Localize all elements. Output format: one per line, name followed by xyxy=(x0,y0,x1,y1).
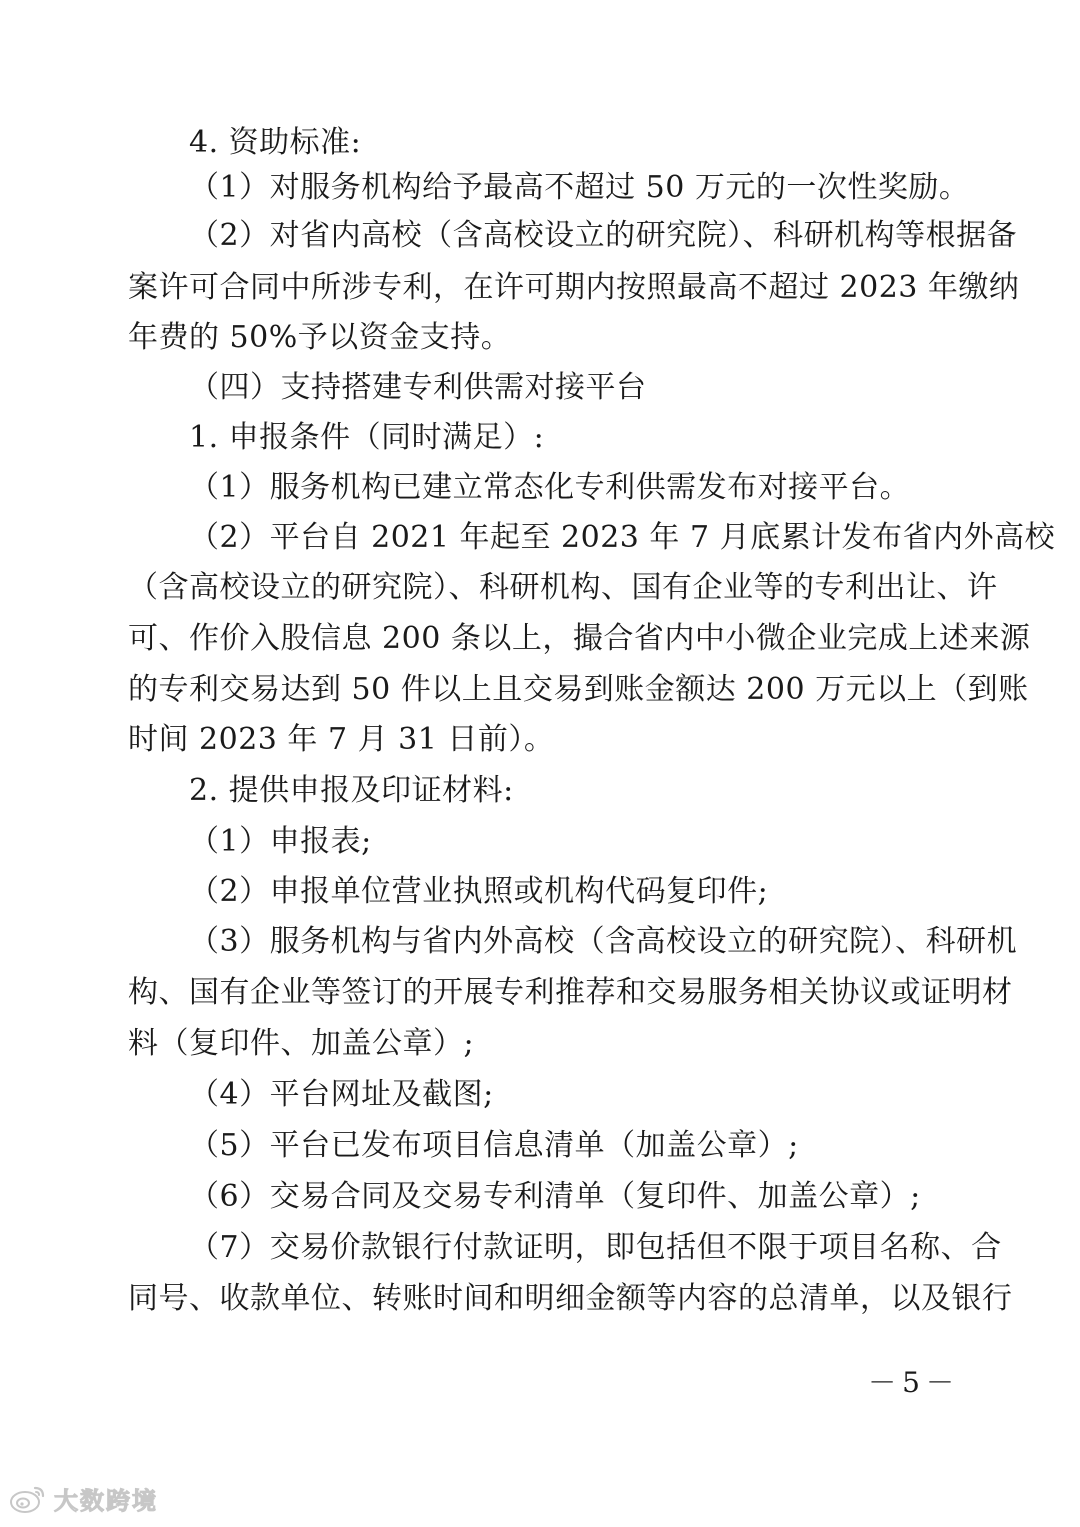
weibo-logo-icon xyxy=(8,1482,48,1514)
text-line: 的专利交易达到 50 件以上且交易到账金额达 200 万元以上（到账 xyxy=(128,672,1029,707)
text-line: 2. 提供申报及印证材料: xyxy=(189,773,514,808)
text-line: 同号、收款单位、转账时间和明细金额等内容的总清单，以及银行 xyxy=(128,1281,1013,1316)
text-line: 1. 申报条件（同时满足）: xyxy=(189,420,545,455)
text-line: （1）申报表; xyxy=(189,824,372,859)
text-line: （2）平台自 2021 年起至 2023 年 7 月底累计发布省内外高校 xyxy=(189,520,1056,555)
page-number: －5－ xyxy=(868,1366,960,1399)
text-line: （含高校设立的研究院）、科研机构、国有企业等的专利出让、许 xyxy=(128,570,998,605)
text-line: 年费的 50%予以资金支持。 xyxy=(128,320,512,355)
text-line: 案许可合同中所涉专利，在许可期内按照最高不超过 2023 年缴纳 xyxy=(128,270,1020,305)
text-line: （2）申报单位营业执照或机构代码复印件; xyxy=(189,874,769,909)
text-line: （3）服务机构与省内外高校（含高校设立的研究院）、科研机 xyxy=(189,924,1018,959)
text-line: 构、国有企业等签订的开展专利推荐和交易服务相关协议或证明材 xyxy=(128,975,1013,1010)
text-line: （1）服务机构已建立常态化专利供需发布对接平台。 xyxy=(189,470,911,505)
text-line: 4. 资助标准: xyxy=(189,125,362,160)
text-line: （6）交易合同及交易专利清单（复印件、加盖公章）; xyxy=(189,1179,921,1214)
section-heading: （四）支持搭建专利供需对接平台 xyxy=(189,370,647,405)
text-line: （7）交易价款银行付款证明，即包括但不限于项目名称、合 xyxy=(189,1230,1002,1265)
text-line: 时间 2023 年 7 月 31 日前）。 xyxy=(128,722,555,757)
text-line: 可、作价入股信息 200 条以上，撮合省内中小微企业完成上述来源 xyxy=(128,621,1031,656)
text-line: （1）对服务机构给予最高不超过 50 万元的一次性奖励。 xyxy=(189,170,970,205)
watermark xyxy=(8,1478,158,1518)
watermark-text: 大数跨境 xyxy=(54,1486,158,1515)
text-line: （5）平台已发布项目信息清单（加盖公章）; xyxy=(189,1128,799,1163)
text-line: （2）对省内高校（含高校设立的研究院）、科研机构等根据备 xyxy=(189,218,1018,253)
text-line: 料（复印件、加盖公章）; xyxy=(128,1026,475,1061)
text-line: （4）平台网址及截图; xyxy=(189,1077,494,1112)
